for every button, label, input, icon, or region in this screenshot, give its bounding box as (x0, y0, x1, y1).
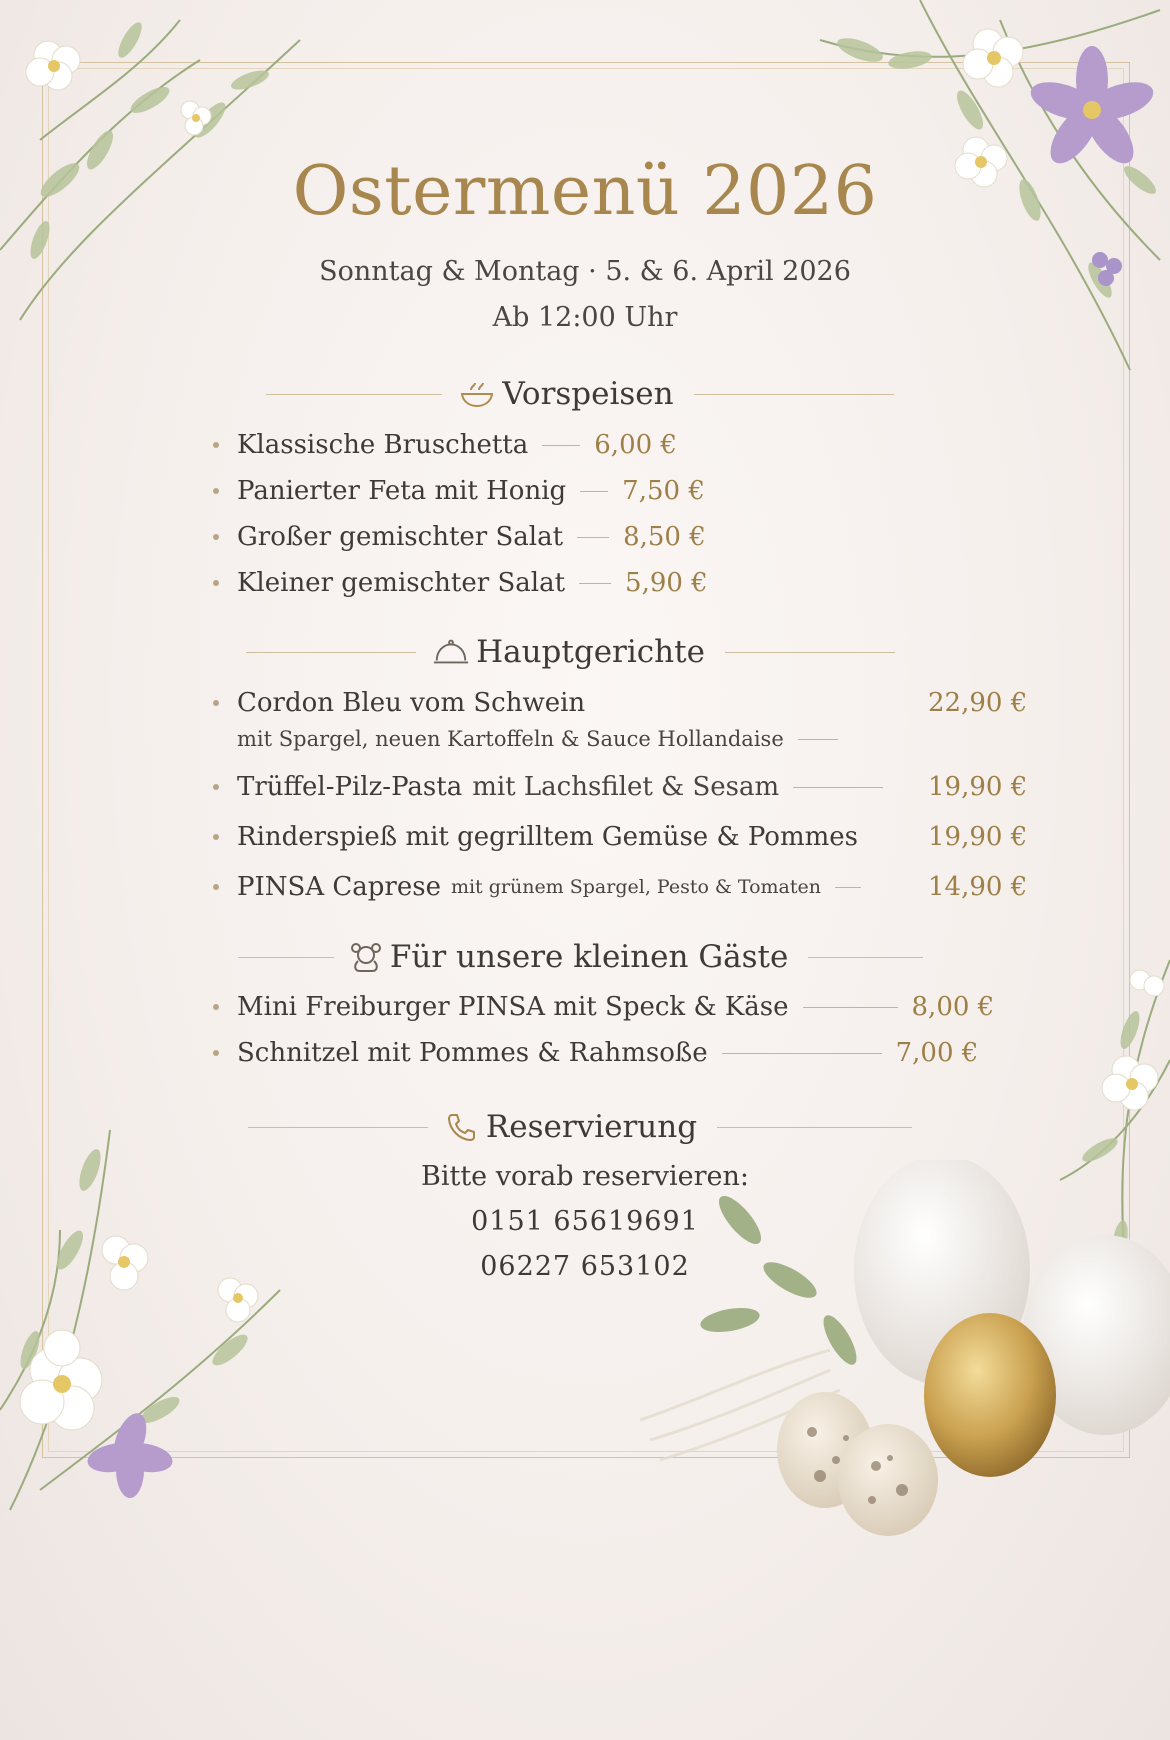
reservation-phone-mobile: 0151 65619691 (471, 1206, 699, 1237)
section-heading-reservation: Reservierung (485, 1109, 698, 1145)
menu-item-name: Klassische Bruschetta (237, 430, 529, 460)
menu-item-name: Mini Freiburger PINSA mit Speck & Käse (237, 992, 789, 1022)
dash (803, 1007, 898, 1008)
menu-item (213, 476, 705, 506)
section-heading-starters: Vorspeisen (502, 376, 674, 412)
divider-line (266, 394, 442, 395)
bowl-icon (458, 379, 496, 409)
menu-item-price: 8,00 € (911, 992, 995, 1022)
dash (798, 739, 838, 740)
dash (722, 1053, 882, 1054)
section-heading-kids: Für unsere kleinen Gäste (389, 939, 789, 975)
menu-item-price: 14,90 € (928, 872, 1028, 902)
teddy-icon (348, 942, 384, 972)
section-header-mains (238, 630, 903, 674)
bullet (213, 442, 219, 448)
section-heading-mains: Hauptgerichte (476, 634, 705, 670)
menu-item-price: 7,50 € (622, 476, 705, 506)
menu-item (213, 688, 585, 718)
menu-item (213, 992, 994, 1022)
section-header-reservation (240, 1105, 920, 1149)
divider-line (248, 1127, 428, 1128)
menu-item-name: PINSA Caprese (237, 872, 441, 902)
dash (579, 583, 611, 584)
divider-line (808, 957, 923, 958)
menu-item (213, 822, 858, 852)
menu-item (213, 568, 708, 598)
menu-item (213, 1038, 978, 1068)
menu-item-detail: mit grünem Spargel, Pesto & Tomaten (450, 876, 821, 898)
phone-icon (442, 1112, 480, 1142)
divider-line (717, 1127, 912, 1128)
menu-item-price: 22,90 € (928, 688, 1028, 718)
dash (580, 491, 608, 492)
reservation-note: Bitte vorab reservieren: (421, 1161, 749, 1192)
bullet (213, 884, 219, 890)
divider-line (725, 652, 895, 653)
bullet (213, 700, 219, 706)
menu-item-name: Großer gemischter Salat (237, 522, 564, 552)
menu-item-detail: mit Lachsfilet & Sesam (472, 772, 780, 802)
menu-item-price: 19,90 € (928, 822, 1028, 852)
menu-item-price: 7,00 € (895, 1038, 979, 1068)
bullet (213, 1050, 219, 1056)
menu-item-price: 19,90 € (928, 772, 1028, 802)
menu-item (213, 430, 677, 460)
divider-line (246, 652, 416, 653)
menu-item-detail: mit Spargel, neuen Kartoffeln & Sauce Hollandaise (237, 727, 784, 751)
menu-time-line: Ab 12:00 Uhr (492, 302, 678, 333)
bullet (213, 580, 219, 586)
menu-item (213, 872, 875, 902)
divider-line (694, 394, 894, 395)
menu-item-name: Kleiner gemischter Salat (237, 568, 566, 598)
dash (577, 537, 609, 538)
dash (542, 445, 580, 446)
cloche-icon (432, 637, 470, 667)
menu-item-name: Schnitzel mit Pommes & Rahmsoße (237, 1038, 708, 1068)
menu-item-name: Trüffel-Pilz-Pasta (237, 772, 463, 802)
menu-item-name: Panierter Feta mit Honig (237, 476, 567, 506)
divider-line (238, 957, 334, 958)
bullet (213, 784, 219, 790)
section-header-starters (255, 372, 905, 416)
section-header-kids (238, 935, 923, 979)
dash (835, 887, 861, 888)
menu-item-detail-row (237, 727, 852, 751)
menu-item-price: 8,50 € (623, 522, 706, 552)
menu-item-price: 5,90 € (625, 568, 708, 598)
menu-date-line: Sonntag & Montag · 5. & 6. April 2026 (319, 256, 851, 287)
bullet (213, 488, 219, 494)
bullet (213, 1004, 219, 1010)
menu-title: Ostermenü 2026 (292, 152, 878, 231)
menu-item (213, 522, 706, 552)
bullet (213, 834, 219, 840)
menu-item-price: 6,00 € (594, 430, 677, 460)
menu-item-name: Rinderspieß mit gegrilltem Gemüse & Pommes (237, 822, 858, 852)
dash (793, 787, 883, 788)
reservation-phone-landline: 06227 653102 (480, 1251, 690, 1282)
menu-item (213, 772, 897, 802)
menu-item-name: Cordon Bleu vom Schwein (237, 688, 586, 718)
bullet (213, 534, 219, 540)
